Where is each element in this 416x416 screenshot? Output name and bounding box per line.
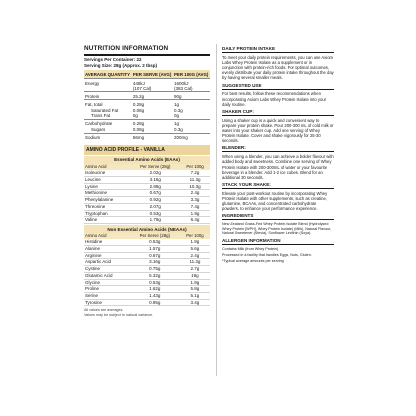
amino-acid-per-serve: 0.92g (130, 197, 180, 204)
amino-acid-name: Proline (84, 286, 130, 293)
allergen-heading: ALLERGEN INFORMATION (222, 238, 334, 245)
amino-acid-per-serve: 0.75g (130, 266, 180, 273)
amino-acid-name: Alanine (84, 246, 130, 253)
energy-kj-serve: 448kJ (132, 80, 145, 86)
amino-acid-per-100g: 5.6g (180, 246, 210, 253)
nutrition-header-row (84, 70, 210, 79)
amino-acid-per-100g: 11.3g (180, 259, 210, 266)
footnote-averages: All values are averages. (84, 308, 124, 313)
amino-acid-per-100g: 3.3g (180, 197, 210, 204)
amino-acid-per-100g: 2.4g (180, 190, 210, 197)
nutrient-per-100g (173, 79, 210, 92)
aa-col-per-100g: Per 100g (180, 164, 210, 171)
blender-heading: BLENDER: (222, 145, 334, 152)
amino-acid-row (84, 217, 210, 224)
amino-acid-per-serve: 5.32g (130, 272, 180, 279)
nutrient-per-serve: 0.28g (132, 119, 173, 127)
amino-acid-row (84, 210, 210, 217)
amino-acid-per-100g: 1.9g (180, 239, 210, 245)
daily-intake-text: To meet your daily protein requirements, you can use Axiom Labs Whey Protein Isolate as a supplement or in conjunction with protein-rich foods. For optimal outcomes, evenly distribute your daily protein intake throughout the day by having several smaller meals. (222, 54, 334, 81)
nutrient-label: Sugars (91, 127, 106, 133)
nutrient-per-serve: 0g (132, 113, 138, 119)
nutrition-header-per-100g: PER 100G (AVG) (173, 70, 210, 79)
nutrition-row (84, 100, 210, 108)
aa-column-header-row (84, 164, 210, 171)
amino-acid-per-serve: 0.53g (130, 210, 180, 217)
amino-acid-row (84, 190, 210, 197)
amino-acid-name: Histidine (84, 239, 130, 245)
amino-acid-row (84, 203, 210, 210)
amino-acid-name: Valine (84, 217, 130, 224)
ingredients-text: New Zealand Grass-Fed Whey Protein Isolate Blend (Hydrolysed Whey Protein [WPH], Whey Protein Isolate) (Milk), Natural Flavour, Natural Sweetener (Stevia), Sunflower Lecithin (Soya). (222, 222, 332, 236)
non-essential-aa-table (84, 233, 210, 307)
amino-acid-name: Serine (84, 293, 130, 300)
amino-acid-row (84, 279, 210, 286)
amino-acid-per-100g: 11.3g (180, 176, 210, 183)
amino-acid-per-100g: 6.4g (180, 217, 210, 224)
non-essential-aa-body (84, 239, 210, 306)
amino-acid-name: Phenylalanine (84, 197, 130, 204)
aa-col-per-serve: Per Serve (28g) (130, 164, 180, 171)
footnote-variance: Values may be subject to natural variance. (84, 313, 154, 317)
amino-acid-row (84, 299, 210, 306)
essential-aa-title: Essential Amino Acids (EAAs) (84, 156, 210, 163)
nutrient-per-serve: 56mg (132, 133, 173, 141)
amino-acid-row (84, 266, 210, 273)
amino-acid-name: Tyrosine (84, 299, 130, 306)
amino-acid-name: Threonine (84, 203, 130, 210)
amino-acid-per-serve: 1.62g (130, 286, 180, 293)
amino-acid-name: Arginine (84, 252, 130, 259)
amino-acid-name: Lysine (84, 183, 130, 190)
nutrient-per-serve: 0.28g (132, 100, 173, 108)
amino-acid-row (84, 176, 210, 183)
amino-acid-name: Tryptophan (84, 210, 130, 217)
aa-column-header-row (84, 233, 210, 240)
amino-acid-per-serve: 0.67g (130, 252, 180, 259)
stack-shake-text: Elevate your post-workout routine by incorporating Whey Protein Isolate with other supplements, such as creatine, glutamine, BCAAs, and concentrated carbohydrate powders, to enhance your performance experience. (222, 190, 328, 212)
column-divider (216, 44, 217, 376)
shaker-cup-heading: SHAKER CUP: (222, 109, 334, 116)
amino-acid-per-100g: 5.1g (180, 293, 210, 300)
energy-cal-serve: (107 Cal) (132, 85, 152, 91)
nutrient-per-serve: 0.08g (132, 127, 145, 133)
daily-intake-heading: DAILY PROTEIN INTAKE (222, 46, 334, 53)
nutrition-panel (84, 40, 334, 376)
amino-acid-row (84, 286, 210, 293)
amino-acid-per-100g: 19g (180, 272, 210, 279)
amino-acid-per-serve: 0.53g (130, 239, 180, 245)
energy-kj-100g: 1600kJ (174, 80, 189, 86)
non-essential-aa-title: Non Essential Amino Acids (NEAAs) (84, 225, 210, 232)
amino-acid-row (84, 259, 210, 266)
amino-acid-row (84, 252, 210, 259)
footnotes (84, 308, 210, 317)
amino-acid-name: Glycine (84, 279, 130, 286)
amino-acid-row (84, 272, 210, 279)
blender-text: When using a blender, you can achieve a bolder flavour with added body and sweetness. Combine one serving of Whey Protein Isolate with 200-300mL of water or your favourite beverage in a blender. Add 1-2 ice cubes. Blend for an additional 30 seconds. (222, 154, 334, 180)
nutrient-per-100g: 0.3g (174, 127, 183, 133)
aa-col-name: Amino Acid (84, 164, 130, 171)
amino-acid-name: Cystine (84, 266, 130, 273)
allergen-line: *Typical average amounts per serving (222, 258, 284, 263)
title-rule (84, 54, 210, 56)
amino-acid-per-100g: 3.4g (180, 299, 210, 306)
essential-aa-body (84, 170, 210, 223)
amino-acid-row (84, 183, 210, 190)
amino-acid-row (84, 197, 210, 204)
nutrient-label: Saturated Fat (91, 107, 119, 113)
amino-acid-per-serve: 3.16g (130, 259, 180, 266)
amino-acid-name: Glutamic Acid (84, 272, 130, 279)
amino-acid-per-serve: 1.57g (130, 246, 180, 253)
shaker-cup-text: Using a shaker cup is a quick and convenient way to prepare your protein shake. Pour 200-300 mL of cold milk or water into your shaker cup. Add one serving of Whey Protein Isolate. Cover and shake vigorously for 25-30 seconds. (222, 117, 334, 144)
amino-acid-per-serve: 3.16g (130, 176, 180, 183)
stack-shake-heading: STACK YOUR SHAKE: (222, 182, 334, 189)
amino-acid-per-serve: 1.79g (130, 217, 180, 224)
amino-acid-per-100g: 10.3g (180, 183, 210, 190)
amino-acid-per-serve: 0.67g (130, 190, 180, 197)
nutrient-per-100g: 0g (174, 113, 180, 119)
nutrient-label: Protein (84, 92, 132, 100)
amino-acid-per-serve: 2.02g (130, 170, 180, 176)
nutrient-per-100g: 0.3g (174, 107, 183, 113)
amino-acid-per-serve: 2.07g (130, 203, 180, 210)
amino-acid-per-serve: 1.43g (130, 293, 180, 300)
amino-acid-name: Isoleucine (84, 170, 130, 176)
amino-acid-row (84, 246, 210, 253)
amino-profile-title: AMINO ACID PROFILE - VANILLA (84, 145, 210, 155)
serving-size: Serving Size: 28g (Approx. 2 tbsp) (84, 62, 158, 68)
amino-acid-name: Aspartic Acid (84, 259, 130, 266)
aa-col-per-100g: Per 100g (180, 233, 210, 240)
nutrition-row (84, 79, 210, 92)
nutrient-label: Fat, total (84, 100, 132, 108)
servings-per-container: Servings Per Container: 22 (84, 57, 142, 63)
aa-col-name: Amino Acid (84, 233, 130, 240)
amino-acid-per-serve: 0.95g (130, 299, 180, 306)
amino-acid-name: Methionine (84, 190, 130, 197)
nutrient-label: Sodium (84, 133, 132, 141)
nutrition-row (84, 92, 210, 100)
allergen-line: Processed in a facility that handles Eggs, Nuts, Gluten. (222, 252, 312, 257)
nutrient-per-100g: 200mg (173, 133, 210, 141)
nutrition-row (84, 119, 210, 127)
nutrition-header-quantity: AVERAGE QUANTITY (84, 70, 132, 79)
nutrient-per-100g: 1g (173, 100, 210, 108)
nutrient-per-100g: 90g (173, 92, 210, 100)
amino-acid-row (84, 293, 210, 300)
nutrition-title: NUTRITION INFORMATION (84, 45, 169, 52)
nutrient-per-100g: 1g (173, 119, 210, 127)
nutrition-table (84, 70, 210, 141)
ingredients-heading: INGREDIENTS (222, 213, 334, 220)
nutrient-per-serve: 25.2g (132, 92, 173, 100)
amino-acid-per-serve: 0.53g (130, 279, 180, 286)
nutrient-label: Energy (84, 79, 132, 92)
usage-column (222, 40, 334, 265)
amino-acid-per-serve: 2.88g (130, 183, 180, 190)
allergen-line: Contains Milk (from Whey Protein). (222, 246, 280, 251)
nutrient-label: Trans Fat (91, 113, 111, 119)
amino-acid-per-100g: 5.8g (180, 286, 210, 293)
nutrition-column (84, 40, 210, 318)
nutrient-per-serve: 0.08g (132, 107, 145, 113)
amino-acid-per-100g: 2.4g (180, 252, 210, 259)
amino-acid-per-100g: 2.7g (180, 266, 210, 273)
nutrition-header-per-serve: PER SERVE (AVG) (132, 70, 173, 79)
suggested-use-heading: SUGGESTED USE (222, 83, 334, 90)
suggested-use-text: For best results, follow these recommendations when incorporating Axiom Labs Whey Protein Isolate into your daily routine. (222, 91, 327, 107)
nutrient-per-serve (132, 79, 173, 92)
amino-acid-per-100g: 1.9g (180, 210, 210, 217)
amino-acid-per-100g: 7.2g (180, 170, 210, 176)
essential-aa-table (84, 164, 210, 224)
amino-acid-name: Leucine (84, 176, 130, 183)
nutrient-label: Carbohydrate (84, 119, 132, 127)
energy-cal-100g: (383 Cal) (174, 85, 193, 91)
amino-acid-per-100g: 1.9g (180, 279, 210, 286)
amino-acid-per-100g: 7.4g (180, 203, 210, 210)
aa-col-per-serve: Per Serve (28g) (130, 233, 180, 240)
nutrition-row (84, 133, 210, 141)
